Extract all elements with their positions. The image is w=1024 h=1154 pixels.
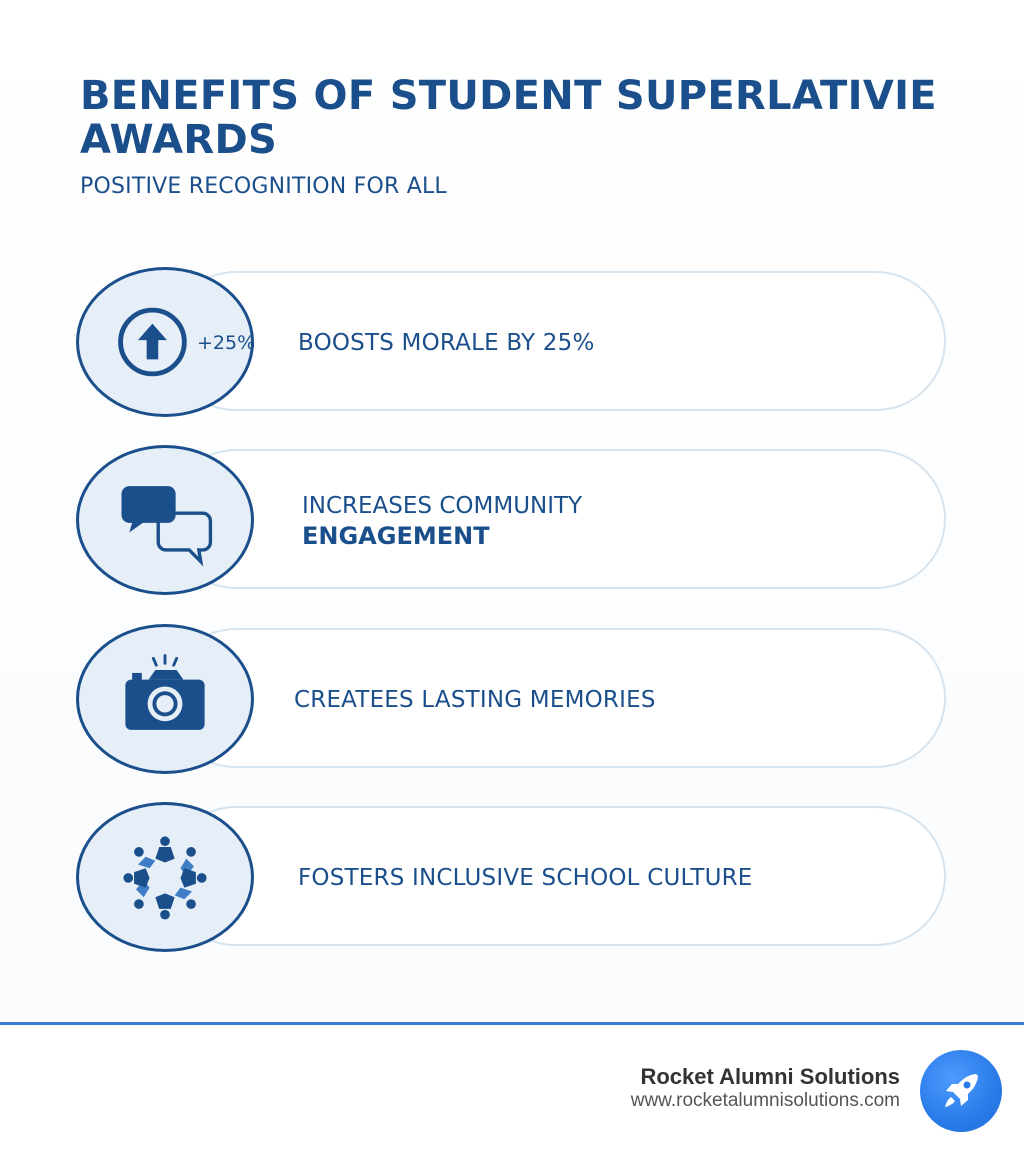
benefit-row-culture	[76, 802, 948, 954]
footer-divider	[0, 1022, 1024, 1025]
benefit-icon-circle	[76, 267, 254, 417]
benefit-row-morale	[76, 267, 948, 419]
brand-url[interactable]: www.rocketalumnisolutions.com	[630, 1090, 900, 1111]
benefit-icon-circle	[76, 802, 254, 952]
benefit-icon-circle	[76, 445, 254, 595]
page-title: BENEFITS OF STUDENT SUPERLATIVIE AWARDS	[80, 73, 937, 163]
benefit-row-memories	[76, 624, 948, 776]
rocket-icon	[936, 1066, 986, 1116]
benefit-icon-circle	[76, 624, 254, 774]
people-circle-icon	[79, 802, 251, 952]
benefit-label: FOSTERS INCLUSIVE SCHOOL CULTURE	[298, 865, 753, 891]
chat-bubbles-icon	[79, 445, 251, 595]
benefit-row-engagement	[76, 445, 948, 597]
page-subtitle: POSITIVE RECOGNITION FOR ALL	[80, 174, 447, 199]
benefit-label-line2: ENGAGEMENT	[302, 522, 490, 550]
brand-logo	[920, 1050, 1002, 1132]
benefit-label-line1: INCREASES COMMUNITY	[302, 493, 583, 519]
benefit-label	[302, 445, 582, 597]
morale-badge: +25%	[197, 332, 256, 354]
benefit-label: CREATEES LASTING MEMORIES	[294, 687, 656, 713]
camera-icon	[79, 624, 251, 774]
brand-name: Rocket Alumni Solutions	[640, 1064, 900, 1089]
benefit-label: BOOSTS MORALE BY 25%	[298, 330, 595, 356]
